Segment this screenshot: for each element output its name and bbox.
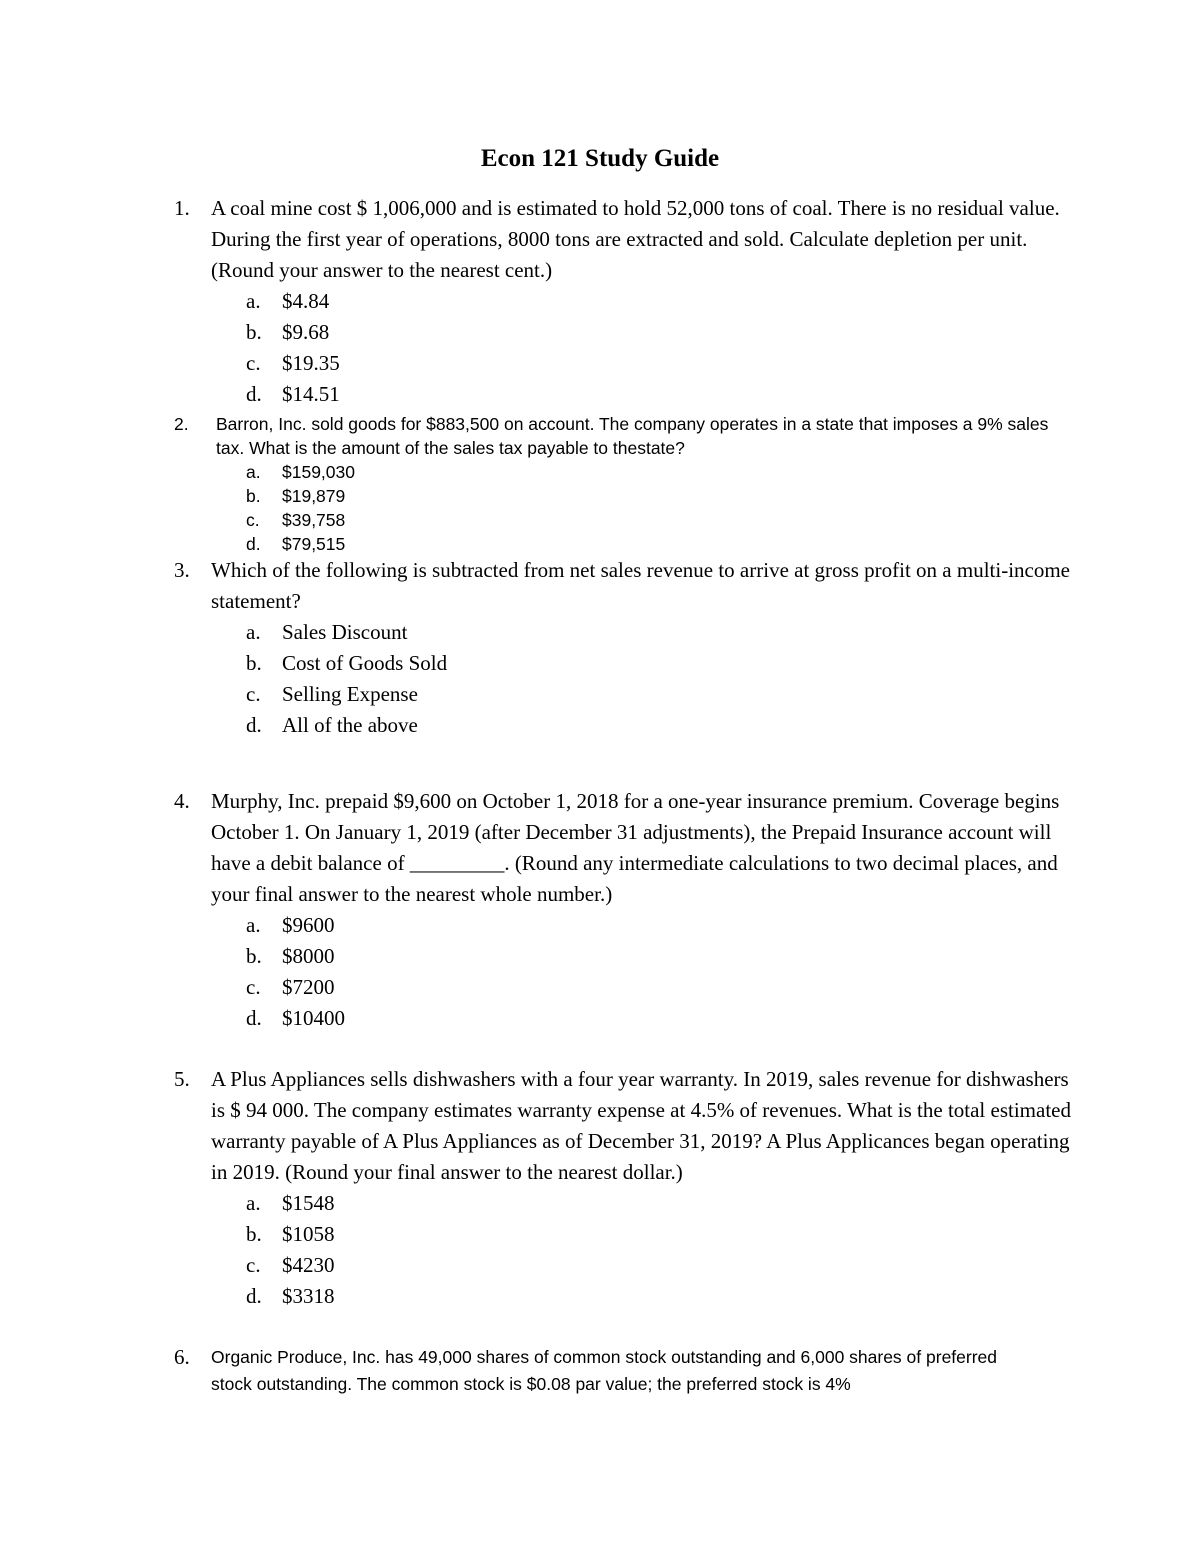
option-a <box>211 1188 1071 1219</box>
option-letter: d. <box>246 534 261 554</box>
question-text: Organic Produce, Inc. has 49,000 shares of common stock outstanding and 6,000 shares of preferred stock outstanding. The common stock is $0.08 par value; the preferred stock is 4% <box>211 1347 998 1394</box>
option-b <box>211 1219 1071 1250</box>
option-value: $9600 <box>282 913 335 937</box>
option-value: Cost of Goods Sold <box>282 651 448 675</box>
option-letter: b. <box>246 944 262 968</box>
option-letter: c. <box>246 351 261 375</box>
option-letter: c. <box>246 510 260 530</box>
option-c <box>211 972 1071 1003</box>
option-c <box>211 1250 1071 1281</box>
option-letter: d. <box>246 713 262 737</box>
question-number: 3. <box>174 558 190 582</box>
question-text: A coal mine cost $ 1,006,000 and is estimated to hold 52,000 tons of coal. There is no residual value. During the first year of operations, 8000 tons are extracted and sold. Calculate depletion per unit. (Round your answer to the nearest cent.) <box>211 196 1060 282</box>
option-d <box>211 379 1071 410</box>
question-text: A Plus Appliances sells dishwashers with a four year warranty. In 2019, sales revenue for dishwashers is $ 94 000. The company estimates warranty expense at 4.5% of revenues. What is the total estimated warranty payable of A Plus Appliances as of December 31, 2019? A Plus Applicances began operating in 2019. (Round your final answer to the nearest dollar.) <box>211 1067 1071 1184</box>
option-letter: a. <box>246 620 261 644</box>
option-value: Sales Discount <box>282 620 408 644</box>
option-value: $19,879 <box>282 486 346 506</box>
option-value: $14.51 <box>282 382 340 406</box>
option-c <box>216 508 1066 532</box>
option-value: $4.84 <box>282 289 330 313</box>
option-d <box>211 1003 1071 1034</box>
option-letter: a. <box>246 1191 261 1215</box>
option-letter: a. <box>246 913 261 937</box>
option-b <box>216 484 1066 508</box>
option-value: $7200 <box>282 975 335 999</box>
option-value: $10400 <box>282 1006 345 1030</box>
option-letter: a. <box>246 462 261 482</box>
option-b <box>211 317 1071 348</box>
option-letter: c. <box>246 682 261 706</box>
option-a <box>211 286 1071 317</box>
option-letter: c. <box>246 975 261 999</box>
option-value: $1548 <box>282 1191 335 1215</box>
option-value: $4230 <box>282 1253 335 1277</box>
option-letter: b. <box>246 320 262 344</box>
option-value: Selling Expense <box>282 682 418 706</box>
option-value: $8000 <box>282 944 335 968</box>
question-number: 5. <box>174 1067 190 1091</box>
option-value: $3318 <box>282 1284 335 1308</box>
option-a <box>216 460 1066 484</box>
option-value: $9.68 <box>282 320 330 344</box>
option-c <box>211 348 1071 379</box>
option-d <box>216 532 1066 556</box>
option-b <box>211 648 1071 679</box>
question-number: 6. <box>174 1345 190 1369</box>
option-letter: a. <box>246 289 261 313</box>
option-a <box>211 910 1071 941</box>
option-d <box>211 710 1071 741</box>
option-letter: b. <box>246 1222 262 1246</box>
option-letter: b. <box>246 651 262 675</box>
option-letter: d. <box>246 1284 262 1308</box>
question-text: Barron, Inc. sold goods for $883,500 on account. The company operates in a state that imposes a 9% sales tax. What is the amount of the sales tax payable to thestate? <box>216 414 1049 458</box>
option-value: $19.35 <box>282 351 340 375</box>
question-text: Murphy, Inc. prepaid $9,600 on October 1, 2018 for a one-year insurance premium. Coverage begins October 1. On January 1, 2019 (after December 31 adjustments), the Prepaid Insurance account will have a debit balance of _________. (Round any intermediate calculations to two decimal places, and your final answer to the nearest whole number.) <box>211 789 1060 906</box>
option-value: $39,758 <box>282 510 346 530</box>
option-value: All of the above <box>282 713 418 737</box>
option-letter: d. <box>246 382 262 406</box>
page-title: Econ 121 Study Guide <box>480 145 720 172</box>
option-d <box>211 1281 1071 1312</box>
option-letter: d. <box>246 1006 262 1030</box>
option-c <box>211 679 1071 710</box>
option-letter: c. <box>246 1253 261 1277</box>
option-a <box>211 617 1071 648</box>
question-text: Which of the following is subtracted from net sales revenue to arrive at gross profit on a multi-income statement? <box>211 558 1071 613</box>
question-number: 2. <box>174 414 189 434</box>
option-value: $79,515 <box>282 534 346 554</box>
option-letter: b. <box>246 486 261 506</box>
option-value: $1058 <box>282 1222 335 1246</box>
option-value: $159,030 <box>282 462 355 482</box>
option-b <box>211 941 1071 972</box>
question-number: 4. <box>174 789 190 813</box>
question-number: 1. <box>174 196 190 220</box>
